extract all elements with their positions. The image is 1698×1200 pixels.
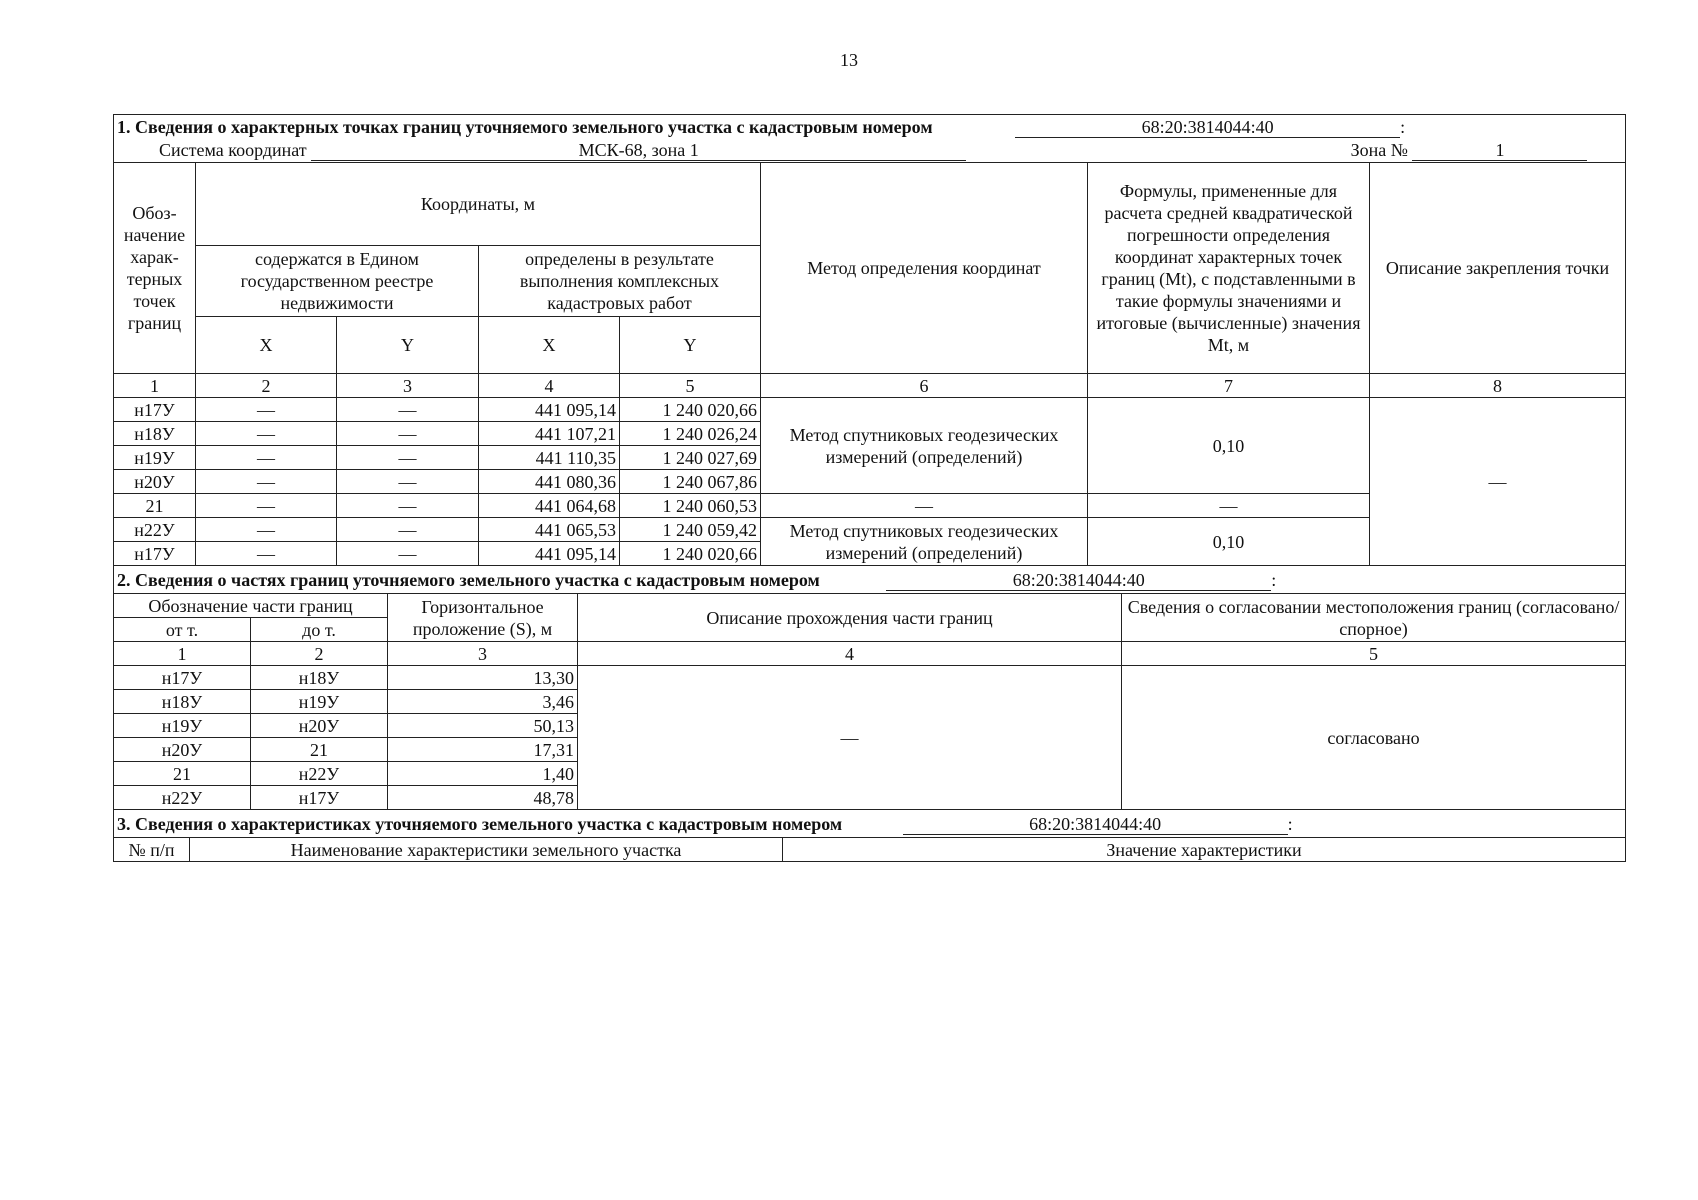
description-value: — — [578, 666, 1122, 810]
section-1-cadastral-number: 68:20:3814044:40 — [1015, 117, 1400, 138]
x-egrn: — — [196, 446, 337, 470]
x-kkr: 441 110,35 — [479, 446, 620, 470]
section-3-title: 3. Сведения о характеристиках уточняемого земельного участка с кадастровым номером — [117, 813, 843, 834]
from-point: н18У — [114, 690, 251, 714]
col-num: 7 — [1088, 374, 1370, 398]
header-x-egrn: X — [196, 317, 337, 374]
zone-label: Зона № — [1350, 140, 1408, 161]
y-kkr: 1 240 067,86 — [620, 470, 761, 494]
y-kkr: 1 240 059,42 — [620, 518, 761, 542]
header-length: Горизонтальное проложение (S), м — [388, 594, 578, 642]
section-1-title: 1. Сведения о характерных точках границ уточняемого земельного участка с кадастровым номером — [117, 116, 933, 137]
document-sheet — [113, 114, 1625, 862]
section-2-table — [113, 565, 1626, 810]
column-numbers-row — [114, 374, 1626, 398]
y-egrn: — — [337, 542, 479, 566]
y-kkr: 1 240 026,24 — [620, 422, 761, 446]
y-egrn: — — [337, 398, 479, 422]
from-point: н19У — [114, 714, 251, 738]
page-number: 13 — [840, 50, 858, 70]
x-egrn: — — [196, 542, 337, 566]
section-2-cadastral-number: 68:20:3814044:40 — [886, 570, 1271, 591]
x-egrn: — — [196, 398, 337, 422]
mt-group-b: — — [1088, 494, 1370, 518]
header-method: Метод определения координат — [761, 163, 1088, 374]
to-point: н17У — [251, 786, 388, 810]
header-description: Описание прохождения части границ — [578, 594, 1122, 642]
mt-group-a: 0,10 — [1088, 398, 1370, 494]
to-point: н18У — [251, 666, 388, 690]
method-group-b: — — [761, 494, 1088, 518]
header-characteristic-name: Наименование характеристики земельного участка — [190, 838, 783, 862]
length-value: 50,13 — [388, 714, 578, 738]
y-egrn: — — [337, 518, 479, 542]
header-coordinates: Координаты, м — [196, 163, 761, 246]
section-3-table — [113, 809, 1626, 862]
coord-system-row — [114, 139, 1626, 163]
y-egrn: — — [337, 494, 479, 518]
y-kkr: 1 240 020,66 — [620, 542, 761, 566]
col-num: 3 — [337, 374, 479, 398]
header-egrn: содержатся в Едином государственном реестре недвижимости — [196, 246, 479, 317]
column-numbers-row — [114, 642, 1626, 666]
x-egrn: — — [196, 494, 337, 518]
point-id: н18У — [114, 422, 196, 446]
y-kkr: 1 240 060,53 — [620, 494, 761, 518]
point-id: н20У — [114, 470, 196, 494]
to-point: н19У — [251, 690, 388, 714]
section-2-title: 2. Сведения о частях границ уточняемого земельного участка с кадастровым номером — [117, 569, 820, 590]
header-characteristic-value: Значение характеристики — [783, 838, 1626, 862]
x-egrn: — — [196, 518, 337, 542]
section-1-header — [114, 115, 1626, 139]
length-value: 1,40 — [388, 762, 578, 786]
to-point: н20У — [251, 714, 388, 738]
coord-system-label: Система координат — [159, 140, 307, 161]
col-num: 5 — [1122, 642, 1626, 666]
header-to: до т. — [251, 618, 388, 642]
header-from: от т. — [114, 618, 251, 642]
col-num: 6 — [761, 374, 1088, 398]
from-point: 21 — [114, 762, 251, 786]
col-num: 8 — [1370, 374, 1626, 398]
from-point: н22У — [114, 786, 251, 810]
section-1-table — [113, 114, 1626, 566]
point-id: н17У — [114, 542, 196, 566]
x-kkr: 441 107,21 — [479, 422, 620, 446]
zone-value: 1 — [1412, 140, 1587, 161]
header-number: № п/п — [114, 838, 190, 862]
col-num: 3 — [388, 642, 578, 666]
y-egrn: — — [337, 470, 479, 494]
header-kkr: определены в результате выполнения комплексных кадастровых работ — [479, 246, 761, 317]
length-value: 17,31 — [388, 738, 578, 762]
col-num: 4 — [578, 642, 1122, 666]
point-id: н17У — [114, 398, 196, 422]
header-designation: Обоз-начение харак-терных точек границ — [114, 163, 196, 374]
fixation-value: — — [1370, 398, 1626, 566]
y-kkr: 1 240 027,69 — [620, 446, 761, 470]
table-row — [114, 398, 1626, 422]
x-kkr: 441 095,14 — [479, 542, 620, 566]
col-num: 5 — [620, 374, 761, 398]
from-point: н20У — [114, 738, 251, 762]
y-egrn: — — [337, 422, 479, 446]
section-3-header — [114, 810, 1626, 838]
x-egrn: — — [196, 470, 337, 494]
length-value: 3,46 — [388, 690, 578, 714]
from-point: н17У — [114, 666, 251, 690]
point-id: н19У — [114, 446, 196, 470]
colon: : — [1287, 813, 1293, 834]
to-point: н22У — [251, 762, 388, 786]
header-part: Обозначение части границ — [114, 594, 388, 618]
x-kkr: 441 065,53 — [479, 518, 620, 542]
col-num: 2 — [196, 374, 337, 398]
col-num: 1 — [114, 642, 251, 666]
point-id: 21 — [114, 494, 196, 518]
header-x-kkr: X — [479, 317, 620, 374]
method-group-a: Метод спутниковых геодезических измерений (определений) — [761, 398, 1088, 494]
x-kkr: 441 095,14 — [479, 398, 620, 422]
section-2-header — [114, 566, 1626, 594]
colon: : — [1400, 116, 1406, 137]
x-kkr: 441 064,68 — [479, 494, 620, 518]
header-y-kkr: Y — [620, 317, 761, 374]
y-egrn: — — [337, 446, 479, 470]
to-point: 21 — [251, 738, 388, 762]
section-3-cadastral-number: 68:20:3814044:40 — [903, 814, 1288, 835]
length-value: 48,78 — [388, 786, 578, 810]
length-value: 13,30 — [388, 666, 578, 690]
y-kkr: 1 240 020,66 — [620, 398, 761, 422]
col-num: 2 — [251, 642, 388, 666]
col-num: 1 — [114, 374, 196, 398]
header-formula: Формулы, примененные для расчета средней квадратической погрешности определения координат характерных точек границ (Mt), с подставленными в такие формулы значениями и итоговые (вычисленные) значения Mt, м — [1088, 163, 1370, 374]
table-row — [114, 666, 1626, 690]
header-agreement: Сведения о согласовании местоположения границ (согласовано/спорное) — [1122, 594, 1626, 642]
mt-group-c: 0,10 — [1088, 518, 1370, 566]
agreement-value: согласовано — [1122, 666, 1626, 810]
header-fixation: Описание закрепления точки — [1370, 163, 1626, 374]
colon: : — [1271, 569, 1277, 590]
col-num: 4 — [479, 374, 620, 398]
method-group-c: Метод спутниковых геодезических измерений (определений) — [761, 518, 1088, 566]
x-kkr: 441 080,36 — [479, 470, 620, 494]
coord-system-value: МСК-68, зона 1 — [311, 140, 966, 161]
x-egrn: — — [196, 422, 337, 446]
header-y-egrn: Y — [337, 317, 479, 374]
point-id: н22У — [114, 518, 196, 542]
